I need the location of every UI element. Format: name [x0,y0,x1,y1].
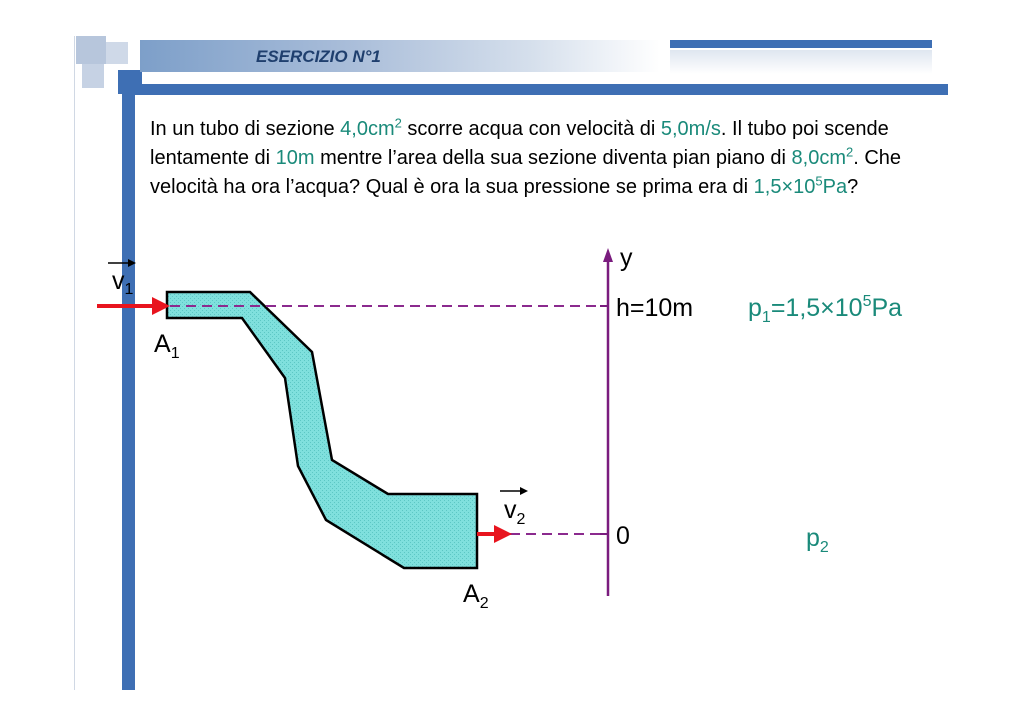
p2-label: $p_2$ [806,524,829,556]
zero-label: 0 [616,522,630,550]
area-1-exponent: 2 [394,115,402,131]
pressure-1-exponent: 5 [815,173,823,189]
problem-text-part: . Il tubo poi scende lentamente di [150,118,889,169]
y-axis-arrowhead [603,248,613,262]
a1-label: $A_1$ [154,330,180,362]
area-1-value: 4,0cm [340,118,395,140]
y-axis-label: y [620,244,633,272]
problem-text-part: scorre acqua con velocità di [401,118,661,140]
v2-label: $v_2$ [504,496,526,528]
problem-text-part: ? [847,176,859,198]
p1-label: $p_1=1,5\times 10^5Pa$ [748,293,903,326]
height-label: h=10m [616,294,694,322]
v2-vector-arrowhead [520,487,528,495]
area-2-exponent: 2 [846,144,854,160]
area-2-value: 8,0cm [791,147,846,169]
pressure-1-base: 1,5×10 [753,176,816,198]
problem-text-part: . Che velocità ha ora l’acqua? Qual è ora la sua pressione se prima era di [150,147,902,198]
v1-vector-arrowhead [128,259,136,267]
drop-value: 10m [275,147,315,169]
slide-title: ESERCIZIO N°1 [256,47,381,66]
speed-1-value: 5,0m/s [660,118,721,140]
pressure-1-unit: Pa [822,176,848,198]
v1-label: $v_1$ [112,267,134,298]
outflow-arrow-head [494,525,512,543]
problem-text-part: mentre l’area della sua sezione diventa pian piano di [314,147,792,169]
a2-label: $A_2$ [463,580,489,612]
problem-text-part: In un tubo di sezione [150,118,341,140]
pipe-shape [167,292,477,568]
